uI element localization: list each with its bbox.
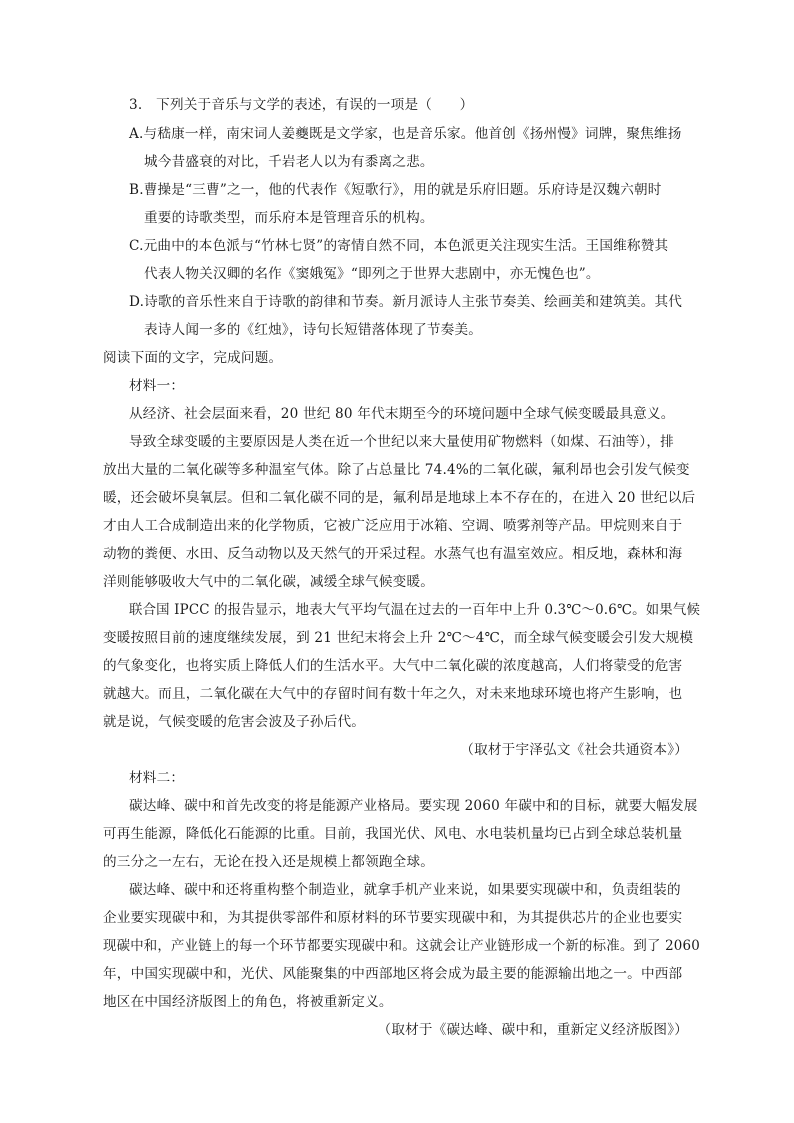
option-c-line-1: C.元曲中的本色派与“竹林七贤”的寄情自然不同，本色派更关注现实生活。王国维称赞其	[129, 238, 669, 254]
question-stem	[129, 95, 473, 115]
material2-p2-line-1: 碳达峰、碳中和还将重构整个制造业，就拿手机产业来说，如果要实现碳中和，负责组装的	[129, 882, 681, 898]
material1-p1-line-1: 从经济、社会层面来看，20 世纪 80 年代末期至今的环境问题中全球气候变暖最具意义。	[129, 406, 675, 422]
question-stem-text: 3. 下列关于音乐与文学的表述，有误的一项是（ ）	[129, 97, 474, 113]
material1-p3-line-3: 的气象变化，也将实质上降低人们的生活水平。大气中二氧化碳的浓度越高，人们将蒙受的危害	[103, 658, 683, 674]
material2-p2-line-4: 年，中国实现碳中和，光伏、风能聚集的中西部地区将会成为最主要的能源输出地之一。中西部	[103, 966, 683, 982]
material1-label: 材料一：	[129, 378, 185, 394]
material2-p1-line-1: 碳达峰、碳中和首先改变的将是能源产业格局。要实现 2060 年碳中和的目标，就要大幅发展	[129, 798, 698, 814]
material1-p2-line-2: 放出大量的二氧化碳等多种温室气体。除了占总量比 74.4%的二氧化碳，氟利昂也会引发气候变	[103, 462, 690, 478]
option-d-line-1: D.诗歌的音乐性来自于诗歌的韵律和节奏。新月派诗人主张节奏美、绘画美和建筑美。其代	[129, 294, 683, 310]
option-b-line-1: B.曹操是“三曹”之一，他的代表作《短歌行》，用的就是乐府旧题。乐府诗是汉魏六朝时	[129, 182, 662, 198]
material2-source: （取材于《碳达峰、碳中和，重新定义经济版图》）	[377, 1022, 688, 1038]
material2-p2-line-5: 地区在中国经济版图上的角色，将被重新定义。	[103, 994, 393, 1010]
option-a-line-1: A.与嵇康一样，南宋词人姜夔既是文学家，也是音乐家。他首创《扬州慢》词牌，聚焦维扬	[129, 126, 682, 142]
material1-p2-line-4: 才由人工合成制造出来的化学物质，它被广泛应用于冰箱、空调、喷雾剂等产品。甲烷则来自于	[103, 518, 683, 534]
material2-label: 材料二：	[129, 770, 185, 786]
material1-p2-line-1: 导致全球变暖的主要原因是人类在近一个世纪以来大量使用矿物燃料（如煤、石油等），排	[129, 434, 674, 450]
material1-p2-line-5: 动物的粪便、水田、反刍动物以及天然气的开采过程。水蒸气也有温室效应。相反地，森林和海	[103, 546, 683, 562]
material1-p2-line-6: 洋则能够吸收大气中的二氧化碳，减缓全球气候变暖。	[103, 574, 435, 590]
material1-p3-line-4: 就越大。而且，二氧化碳在大气中的存留时间有数十年之久，对未来地球环境也将产生影响，也	[103, 686, 683, 702]
option-a-line-2: 城今昔盛衰的对比，千岩老人以为有黍离之悲。	[144, 154, 434, 170]
option-c-line-2: 代表人物关汉卿的名作《窦娥冤》“即列之于世界大悲剧中，亦无愧色也”。	[144, 266, 600, 282]
reading-instruction: 阅读下面的文字，完成问题。	[103, 350, 283, 366]
material2-p1-line-3: 的三分之一左右，无论在投入还是规模上都领跑全球。	[103, 854, 435, 870]
material2-p2-line-2: 企业要实现碳中和，为其提供零部件和原材料的环节要实现碳中和，为其提供芯片的企业也要实	[103, 910, 683, 926]
material2-p1-line-2: 可再生能源，降低化石能源的比重。目前，我国光伏、风电、水电装机量均已占到全球总装机量	[103, 826, 683, 842]
material1-source: （取材于宇泽弘文《社会共通资本》）	[460, 742, 688, 758]
option-d-line-2: 表诗人闻一多的《红烛》，诗句长短错落体现了节奏美。	[144, 322, 483, 338]
material1-p3-line-2: 变暖按照目前的速度继续发展，到 21 世纪末将会上升 2℃～4℃，而全球气候变暖会引发大规模	[103, 630, 694, 646]
option-b-line-2: 重要的诗歌类型，而乐府本是管理音乐的机构。	[144, 210, 434, 226]
material1-p3-line-1: 联合国 IPCC 的报告显示，地表大气平均气温在过去的一百年中上升 0.3℃～0.6℃。如果气候	[129, 602, 701, 618]
material1-p3-line-5: 就是说，气候变暖的危害会波及子孙后代。	[103, 714, 366, 730]
material2-p2-line-3: 现碳中和，产业链上的每一个环节都要实现碳中和。这就会让产业链形成一个新的标准。到了 2060	[103, 938, 700, 954]
material1-p2-line-3: 暖，还会破坏臭氧层。但和二氧化碳不同的是，氟利昂是地球上本不存在的，在进入 20 世纪以后	[103, 490, 696, 506]
